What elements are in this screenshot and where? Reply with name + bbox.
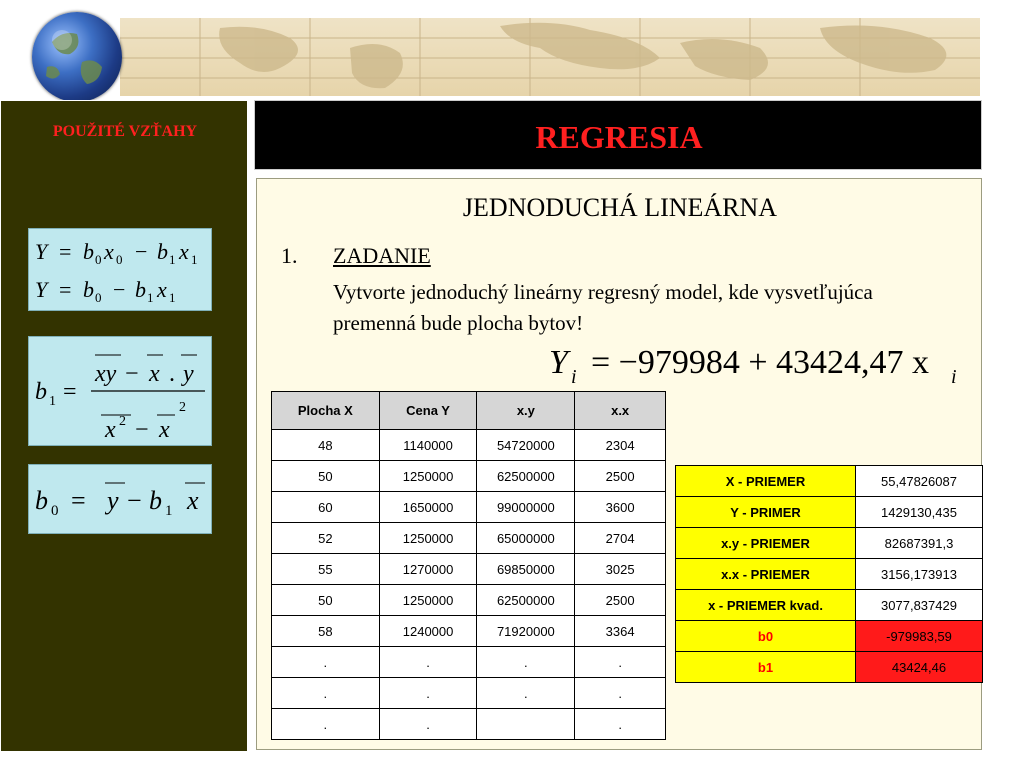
table-cell: 52: [272, 523, 380, 554]
svg-text:1: 1: [191, 252, 198, 267]
stat-value: 43424,46: [856, 652, 983, 683]
table-row: [272, 647, 666, 678]
stat-value: 1429130,435: [856, 497, 983, 528]
table-header-row: [272, 392, 666, 430]
svg-text:−: −: [135, 417, 149, 443]
column-header: x.y: [477, 392, 575, 430]
table-row: [272, 678, 666, 709]
sidebar-title: POUŽITÉ VZŤAHY: [52, 123, 198, 140]
stat-row: [676, 559, 983, 590]
svg-text:b: b: [83, 277, 94, 302]
table-cell: .: [272, 647, 380, 678]
svg-text:2: 2: [179, 400, 186, 415]
table-row: [272, 585, 666, 616]
table-cell: 55: [272, 554, 380, 585]
table-cell: 48: [272, 430, 380, 461]
svg-text:x: x: [157, 277, 167, 302]
stat-label: x.y - PRIEMER: [676, 528, 856, 559]
svg-text:1: 1: [169, 252, 176, 267]
svg-text:x: x: [159, 417, 170, 443]
formula-b0: [28, 464, 212, 534]
table-cell: .: [477, 678, 575, 709]
statistics-table: [675, 465, 983, 683]
table-cell: 71920000: [477, 616, 575, 647]
table-cell: 1270000: [379, 554, 477, 585]
content-panel: [256, 178, 982, 750]
section-heading: JEDNODUCHÁ LINEÁRNA: [462, 193, 778, 222]
list-number: 1.: [281, 243, 298, 268]
svg-text:x: x: [179, 239, 189, 264]
table-cell: .: [477, 647, 575, 678]
table-row: [272, 709, 666, 740]
table-row: [272, 523, 666, 554]
table-cell: 3364: [575, 616, 666, 647]
stat-value: 3077,837429: [856, 590, 983, 621]
stat-label: b0: [676, 621, 856, 652]
svg-text:−: −: [113, 277, 126, 302]
svg-text:0: 0: [51, 503, 59, 519]
table-cell: 62500000: [477, 461, 575, 492]
table-cell: 3025: [575, 554, 666, 585]
formula-b1: [28, 336, 212, 446]
svg-text:−: −: [127, 486, 142, 515]
equation-lhs-sub: i: [571, 366, 577, 387]
table-cell: 2500: [575, 585, 666, 616]
table-cell: .: [575, 647, 666, 678]
svg-text:−: −: [135, 239, 148, 264]
equation-rhs: = −979984 + 43424,47 x: [591, 344, 930, 381]
stat-value: 82687391,3: [856, 528, 983, 559]
svg-text:1: 1: [169, 290, 176, 305]
table-row: [272, 554, 666, 585]
svg-text:y: y: [183, 361, 194, 387]
globe-icon: [32, 12, 122, 102]
table-cell: .: [575, 678, 666, 709]
svg-text:Y: Y: [35, 239, 48, 264]
regression-equation: [545, 339, 965, 392]
table-cell: [477, 709, 575, 740]
title-bar: [254, 100, 982, 170]
svg-text:x: x: [105, 417, 116, 443]
table-cell: 1250000: [379, 523, 477, 554]
table-cell: 65000000: [477, 523, 575, 554]
slide-title: REGRESIA: [535, 119, 703, 155]
svg-text:=: =: [59, 239, 72, 264]
table-row: [272, 430, 666, 461]
svg-text:−: −: [125, 361, 139, 387]
stat-value: -979983,59: [856, 621, 983, 652]
table-cell: .: [272, 709, 380, 740]
table-cell: 1140000: [379, 430, 477, 461]
svg-text:xy: xy: [95, 361, 117, 387]
table-row: [272, 461, 666, 492]
table-cell: .: [379, 709, 477, 740]
svg-text:=: =: [71, 486, 86, 515]
table-cell: 69850000: [477, 554, 575, 585]
stat-label: X - PRIEMER: [676, 466, 856, 497]
table-cell: .: [379, 678, 477, 709]
data-table: [271, 391, 666, 740]
table-cell: 99000000: [477, 492, 575, 523]
svg-text:b: b: [149, 486, 162, 515]
svg-text:b: b: [35, 486, 48, 515]
column-header: Plocha X: [272, 392, 380, 430]
table-cell: 2500: [575, 461, 666, 492]
world-map-decoration: [120, 18, 980, 96]
svg-text:1: 1: [165, 503, 173, 519]
table-cell: 1250000: [379, 461, 477, 492]
stat-row: [676, 497, 983, 528]
stat-value: 3156,173913: [856, 559, 983, 590]
header-banner: [0, 0, 1024, 100]
stat-label: Y - PRIMER: [676, 497, 856, 528]
table-cell: 50: [272, 461, 380, 492]
table-cell: 1240000: [379, 616, 477, 647]
stat-row: [676, 621, 983, 652]
table-cell: 62500000: [477, 585, 575, 616]
svg-text:x: x: [104, 239, 114, 264]
svg-text:1: 1: [49, 394, 56, 409]
table-cell: 54720000: [477, 430, 575, 461]
svg-text:y: y: [107, 486, 119, 515]
svg-text:b: b: [157, 239, 168, 264]
list-title: ZADANIE: [333, 243, 431, 268]
table-cell: 1250000: [379, 585, 477, 616]
svg-text:b: b: [135, 277, 146, 302]
table-cell: .: [379, 647, 477, 678]
stat-label: b1: [676, 652, 856, 683]
svg-text:0: 0: [95, 290, 102, 305]
task-text: Vytvorte jednoduchý lineárny regresný model, kde vysvetľujúca premenná bude plocha bytov!: [333, 280, 873, 335]
stat-row: [676, 652, 983, 683]
table-row: [272, 616, 666, 647]
svg-text:x: x: [187, 486, 199, 515]
stat-value: 55,47826087: [856, 466, 983, 497]
table-cell: 58: [272, 616, 380, 647]
svg-text:.: .: [169, 361, 175, 387]
table-cell: .: [272, 678, 380, 709]
stat-row: [676, 528, 983, 559]
table-row: [272, 492, 666, 523]
svg-text:0: 0: [116, 252, 123, 267]
svg-text:b: b: [35, 379, 47, 405]
table-cell: 60: [272, 492, 380, 523]
svg-text:=: =: [63, 379, 77, 405]
table-cell: .: [575, 709, 666, 740]
svg-text:Y: Y: [35, 277, 48, 302]
svg-text:0: 0: [95, 252, 102, 267]
stat-label: x.x - PRIEMER: [676, 559, 856, 590]
table-cell: 50: [272, 585, 380, 616]
column-header: x.x: [575, 392, 666, 430]
table-cell: 3600: [575, 492, 666, 523]
formula-model: [28, 228, 212, 311]
svg-text:b: b: [83, 239, 94, 264]
stat-row: [676, 466, 983, 497]
table-cell: 1650000: [379, 492, 477, 523]
column-header: Cena Y: [379, 392, 477, 430]
table-cell: 2704: [575, 523, 666, 554]
svg-text:=: =: [59, 277, 72, 302]
table-cell: 2304: [575, 430, 666, 461]
equation-lhs: Y: [549, 344, 568, 381]
svg-text:x: x: [149, 361, 160, 387]
equation-rhs-sub: i: [951, 366, 957, 387]
svg-text:2: 2: [119, 414, 126, 429]
svg-text:1: 1: [147, 290, 154, 305]
stat-label: x - PRIEMER kvad.: [676, 590, 856, 621]
stat-row: [676, 590, 983, 621]
